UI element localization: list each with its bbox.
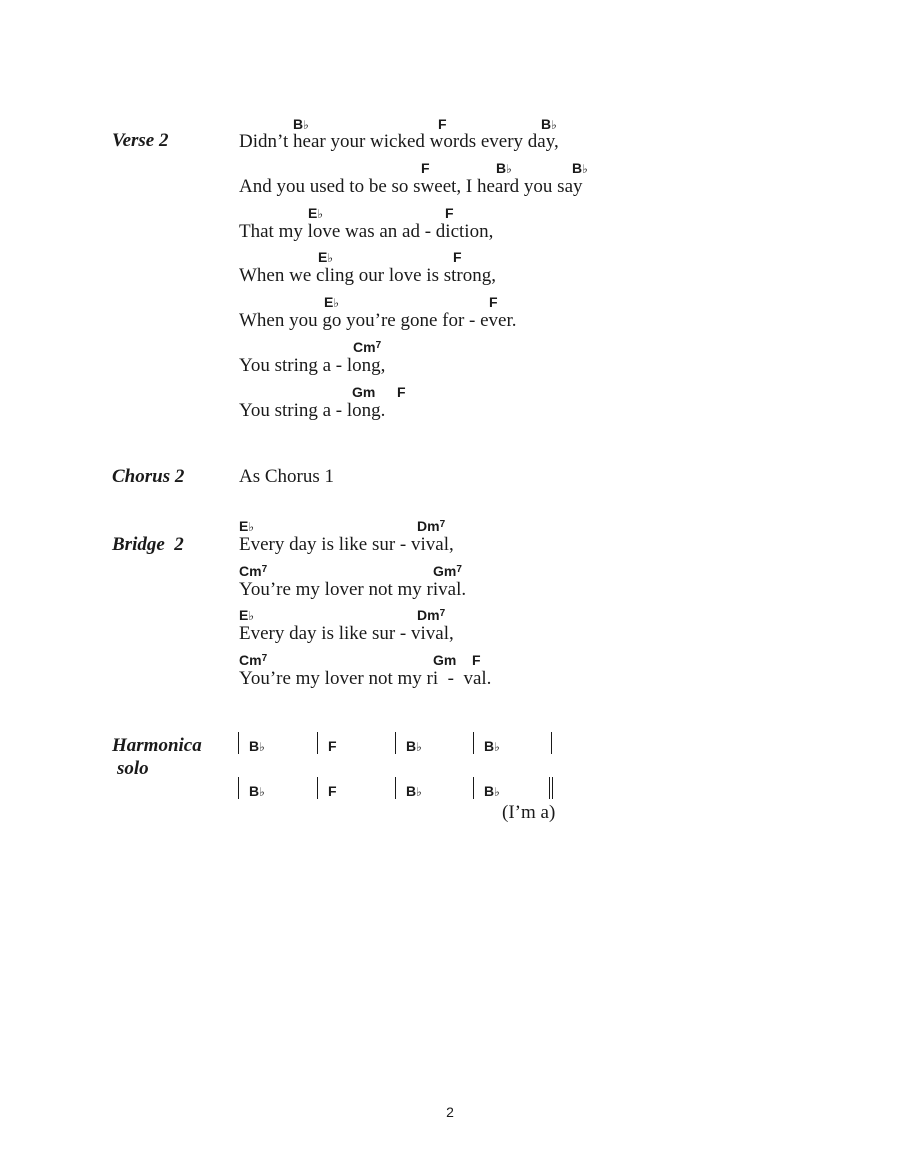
chord: B♭	[484, 738, 500, 754]
chord: F	[489, 294, 498, 310]
lyric-line: Every day is like sur - vival,	[239, 623, 454, 644]
chord: F	[328, 738, 337, 754]
chord: F	[472, 652, 481, 668]
section-label-harmonica: Harmonica	[112, 735, 202, 756]
chord: B♭	[484, 783, 500, 799]
bar-line	[395, 732, 396, 754]
chord: Dm$^7$	[417, 518, 446, 534]
lyric-line: When we cling our love is strong,	[239, 265, 496, 286]
chord: B♭	[249, 738, 265, 754]
section-label-bridge-2: Bridge 2	[112, 534, 184, 555]
chord: F	[397, 384, 406, 400]
chord: B♭	[496, 160, 512, 176]
lyric-line: You’re my lover not my rival.	[239, 579, 467, 600]
chord: Cm$^7$	[353, 339, 382, 355]
bar-line	[395, 777, 396, 799]
double-bar-line	[549, 777, 550, 799]
chord: F	[438, 116, 447, 132]
double-bar-line	[552, 777, 553, 799]
section-label-solo: solo	[117, 758, 149, 779]
chord: Gm	[433, 652, 457, 668]
chord: Cm$^7$	[239, 563, 268, 579]
bar-line	[238, 777, 239, 799]
bar-line	[473, 732, 474, 754]
bar-line	[473, 777, 474, 799]
lyric-line: You string a - long,	[239, 355, 386, 376]
chord: B♭	[572, 160, 588, 176]
page-number: 2	[446, 1104, 454, 1120]
chord: B♭	[293, 116, 309, 132]
chord: E♭	[324, 294, 340, 310]
chord: F	[421, 160, 430, 176]
chorus-reference: As Chorus 1	[239, 466, 335, 487]
chord: Dm$^7$	[417, 607, 446, 623]
chord: Gm	[352, 384, 376, 400]
chord: E♭	[239, 518, 255, 534]
lyric-line: And you used to be so sweet, I heard you say	[239, 176, 583, 197]
chord: B♭	[406, 738, 422, 754]
bar-line	[317, 777, 318, 799]
chord: F	[445, 205, 454, 221]
chord: B♭	[406, 783, 422, 799]
lyric-line: That my love was an ad - diction,	[239, 221, 494, 242]
pickup-lyric: (I’m a)	[502, 802, 556, 823]
lyric-line: You’re my lover not my ri - val.	[239, 668, 492, 689]
chord: B♭	[249, 783, 265, 799]
chord: E♭	[308, 205, 324, 221]
bar-line	[317, 732, 318, 754]
chord: Gm$^7$	[433, 563, 462, 579]
section-label-chorus-2: Chorus 2	[112, 466, 185, 487]
chord: Cm$^7$	[239, 652, 268, 668]
chord: F	[328, 783, 337, 799]
chord: E♭	[239, 607, 255, 623]
lyric-line: Didn’t hear your wicked words every day,	[239, 131, 559, 152]
section-label-verse-2: Verse 2	[112, 130, 169, 151]
chord: B♭	[541, 116, 557, 132]
chord: F	[453, 249, 462, 265]
bar-line	[238, 732, 239, 754]
lyric-line: You string a - long.	[239, 400, 386, 421]
chord: E♭	[318, 249, 334, 265]
lyric-line: When you go you’re gone for - ever.	[239, 310, 517, 331]
bar-line	[551, 732, 552, 754]
lyric-line: Every day is like sur - vival,	[239, 534, 454, 555]
